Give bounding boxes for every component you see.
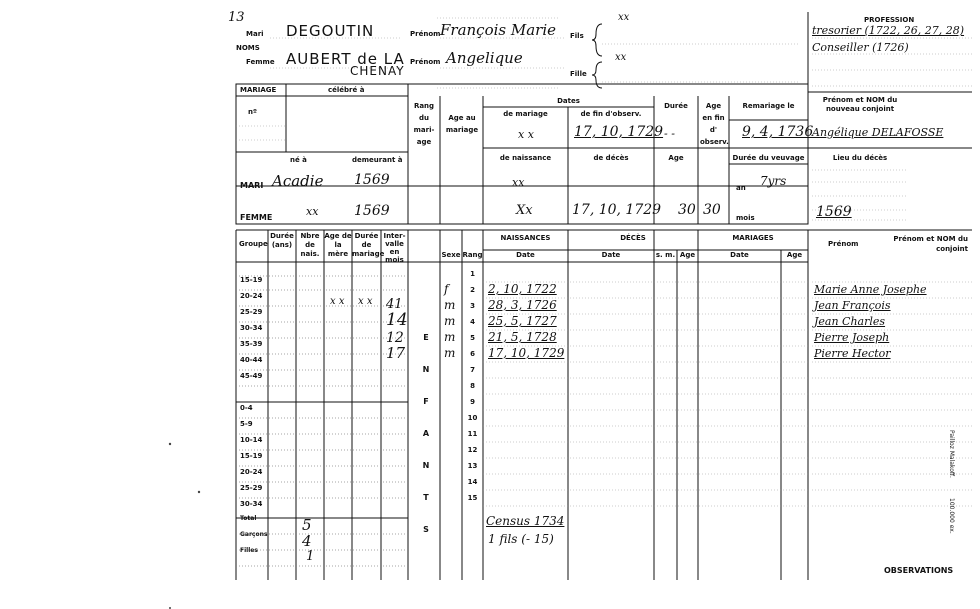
femme-row-label: FEMME: [240, 213, 273, 222]
child-name: Pierre Hector: [814, 347, 891, 360]
enfants-vertical-label: ENFANTS: [422, 333, 430, 534]
profession-1: tresorier (1722, 26, 27, 28): [812, 24, 965, 37]
groupe-header: Groupe: [239, 240, 268, 248]
child-birth-date: 17, 10, 1729: [488, 346, 565, 360]
noms-label: NOMS: [236, 44, 260, 52]
sexe-header: Sexe: [441, 251, 461, 259]
mari-ne-a: Acadie: [272, 172, 324, 190]
child-birth-date: 25, 5, 1727: [488, 314, 557, 328]
child-name: Jean Charles: [814, 315, 886, 328]
mari-demeurant: 1569: [354, 172, 390, 188]
mari-prenom: François Marie: [440, 21, 557, 39]
an-label: an: [736, 184, 746, 192]
rang-number: 1: [470, 270, 475, 278]
sm-header: s. m.: [655, 251, 676, 259]
census-note-2: 1 fils (- 15): [488, 532, 554, 546]
fils-mark: xx: [618, 12, 630, 23]
femme-label: Femme: [246, 58, 275, 66]
rang-number: 14: [467, 478, 478, 486]
group-label: 15-19: [240, 452, 263, 460]
group-label: Total: [240, 515, 257, 522]
date-fin-observ-value: 17, 10, 1729: [574, 124, 664, 140]
group-label: 15-19: [240, 276, 263, 284]
group-label: 35-39: [240, 340, 263, 348]
total-value: 5: [302, 516, 312, 534]
profession-label: PROFESSION: [864, 16, 915, 24]
deces-header: DÉCÈS: [620, 234, 646, 242]
de-deces-label: de décès: [593, 154, 629, 162]
rang-number: 7: [470, 366, 475, 374]
filles-value: 1: [306, 549, 315, 564]
duree-mariage-mark: x x: [358, 296, 373, 307]
duree-veuvage-label: Durée du veuvage: [732, 154, 805, 162]
mari-row-label: MARI: [240, 181, 264, 190]
mariage-age-header: Age: [786, 251, 803, 259]
prenom-label-femme: Prénom: [410, 58, 441, 66]
corner-number: 13: [228, 10, 245, 25]
fils-label: Fils: [570, 32, 584, 40]
de-mariage-label: de mariage: [503, 110, 548, 118]
no-label: nº: [248, 108, 257, 116]
prenom-label-mari: Prénom: [410, 30, 441, 38]
nouveau-conjoint-value: Angélique DELAFOSSE: [812, 126, 944, 139]
rang-number: 3: [470, 302, 475, 310]
femme-age-fin: 30: [703, 202, 721, 218]
intervalle-1: 41: [386, 297, 403, 312]
celebre-a-label: célébré à: [328, 86, 365, 94]
naissances-header: NAISSANCES: [500, 234, 551, 242]
mariage-label: MARIAGE: [240, 86, 277, 94]
intervalle-3: 12: [386, 330, 404, 346]
child-name: Pierre Joseph: [814, 331, 890, 344]
child-name: Marie Anne Josephe: [814, 283, 927, 296]
rang-number: 2: [470, 286, 475, 294]
child-sexe: m: [444, 346, 456, 360]
nbre-nais-header: Nbre de nais.: [300, 232, 320, 258]
femme-age: 30: [678, 202, 696, 218]
de-fin-observ-label: de fin d'observ.: [580, 110, 642, 118]
side-count-text: 100.000 ex.: [948, 498, 955, 534]
femme-demeurant: 1569: [354, 203, 390, 219]
deces-age-header: Age: [679, 251, 696, 259]
side-printer-text: Pailloz Malakoff.: [948, 430, 955, 478]
child-birth-date: 2, 10, 1722: [488, 282, 557, 296]
duree-value: - -: [664, 127, 675, 140]
femme-ne-a: xx: [306, 205, 319, 218]
group-label: 30-34: [240, 500, 263, 508]
mariage-date-header: Date: [730, 251, 749, 259]
rang-number: 13: [467, 462, 478, 470]
age-mere-header: Age de la mère: [324, 232, 352, 258]
intervalle-4: 17: [386, 344, 406, 362]
age-au-mariage-label: Age au mariage: [445, 114, 479, 134]
mari-date-naissance: xx: [512, 176, 525, 189]
date-mariage-value: x x: [518, 128, 534, 141]
group-label: Garçons: [240, 531, 268, 538]
remariage-label: Remariage le: [742, 102, 795, 110]
femme-lieu-deces: 1569: [816, 204, 852, 220]
fille-mark: xx: [615, 52, 627, 63]
prenom-col-header: Prénom: [828, 240, 859, 248]
lieu-deces-label: Lieu du décès: [832, 154, 888, 162]
de-naissance-label: de naissance: [499, 154, 552, 162]
duree-label: Durée: [664, 102, 688, 110]
group-label: Filles: [240, 547, 258, 554]
rang-number: 4: [470, 318, 475, 326]
mari-veuvage-an: 7yrs: [760, 174, 787, 188]
garcons-value: 4: [302, 532, 312, 550]
child-sexe: m: [444, 314, 456, 328]
rang-number: 9: [470, 398, 475, 406]
rang-number: 12: [467, 446, 478, 454]
mari-nom: DEGOUTIN: [286, 22, 375, 40]
demeurant-a-label: demeurant à: [352, 156, 403, 164]
child-sexe: m: [444, 330, 456, 344]
duree-ans-header: Durée (ans): [270, 232, 294, 249]
age-mere-mark: x x: [330, 296, 345, 307]
intervalle-header: Inter- valle en mois: [383, 232, 406, 264]
child-birth-date: 28, 3, 1726: [488, 298, 557, 312]
age-label: Age: [668, 154, 684, 162]
intervalle-2: 14: [386, 310, 408, 330]
group-label: 45-49: [240, 372, 263, 380]
child-name: Jean François: [814, 299, 891, 312]
census-note-1: Census 1734: [486, 514, 565, 528]
femme-prenom: Angelique: [446, 49, 523, 67]
rang-number: 15: [467, 494, 478, 502]
deces-date-header: Date: [601, 251, 621, 259]
group-label: 0-4: [240, 404, 253, 412]
dates-label: Dates: [557, 97, 580, 105]
age-fin-observ-label: Age en fin d' observ.: [700, 102, 729, 146]
group-label: 30-34: [240, 324, 263, 332]
femme-date-deces: 17, 10, 1729: [572, 202, 662, 218]
rang-number: 10: [467, 414, 478, 422]
nouveau-conjoint-label: Prénom et NOM du nouveau conjoint: [822, 96, 898, 113]
conjoint-col-header: Prénom et NOM du conjoint: [893, 235, 968, 253]
fille-label: Fille: [570, 70, 587, 78]
rang-number: 11: [467, 430, 478, 438]
naissance-date-header: Date: [516, 251, 535, 259]
group-label: 5-9: [240, 420, 253, 428]
remariage-date-value: 9, 4, 1736: [742, 124, 814, 140]
child-birth-date: 21, 5, 1728: [488, 330, 557, 344]
femme-nom-2: CHENAY: [350, 64, 405, 78]
group-label: 40-44: [240, 356, 263, 364]
group-label: 20-24: [240, 468, 263, 476]
group-label: 10-14: [240, 436, 263, 444]
group-label: 20-24: [240, 292, 263, 300]
mari-label: Mari: [246, 30, 264, 38]
child-sexe: m: [444, 298, 456, 312]
rang-number: 6: [470, 350, 475, 358]
duree-mariage-header: Durée de mariage: [352, 232, 385, 258]
ne-a-label: né à: [290, 156, 307, 164]
observations-label: OBSERVATIONS: [884, 566, 954, 575]
femme-date-naissance: Xx: [516, 203, 533, 218]
rang-number: 8: [470, 382, 475, 390]
rang-header: Rang: [462, 251, 483, 259]
profession-2: Conseiller (1726): [812, 41, 909, 54]
rang-number: 5: [470, 334, 475, 342]
mois-label: mois: [736, 214, 755, 222]
mariages-header: MARIAGES: [732, 234, 774, 242]
group-label: 25-29: [240, 484, 263, 492]
rang-mariage-label: Rang du mari- age: [413, 102, 435, 146]
femme-nom: AUBERT de LA: [286, 50, 405, 68]
child-sexe: f: [444, 282, 449, 296]
group-label: 25-29: [240, 308, 263, 316]
